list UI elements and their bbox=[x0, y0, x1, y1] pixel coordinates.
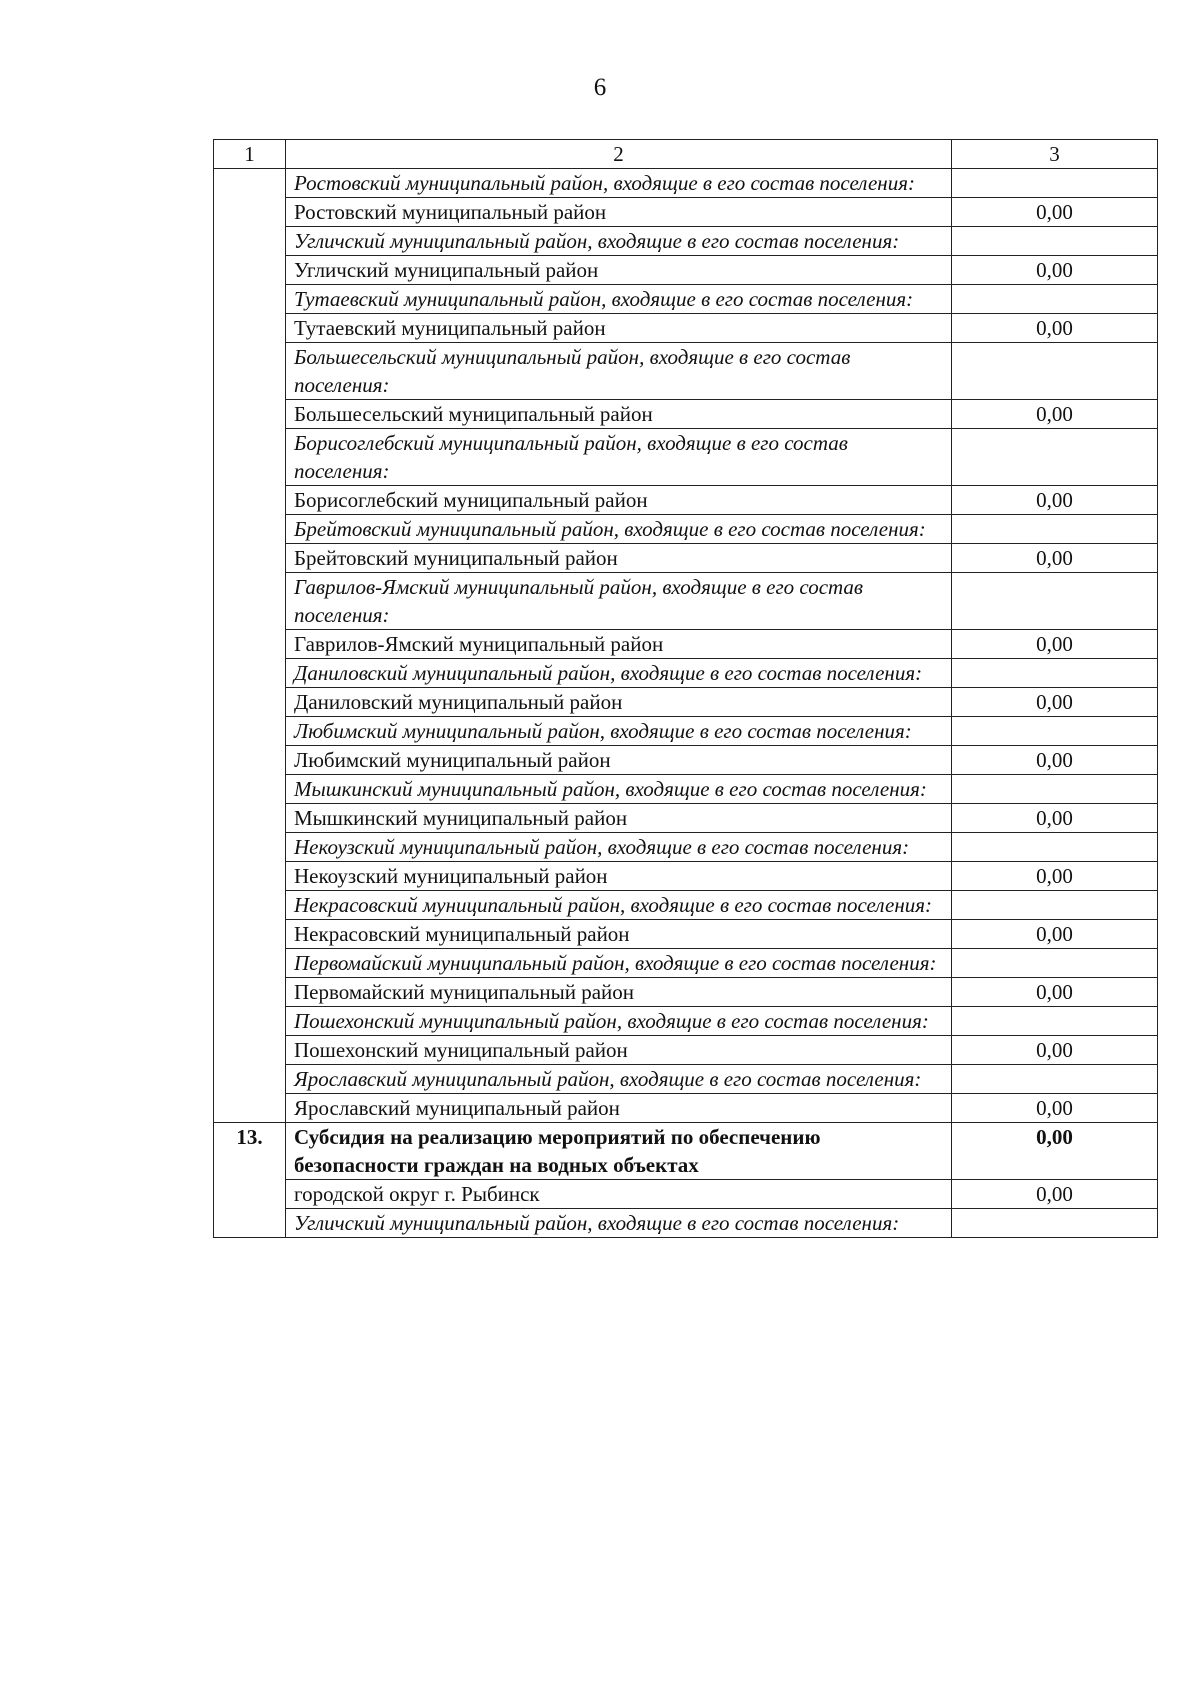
row-name: Угличский муниципальный район, входящие в его состав поселения: bbox=[286, 227, 952, 256]
row-name: Угличский муниципальный район, входящие в его состав поселения: bbox=[286, 1209, 952, 1238]
row-name: Пошехонский муниципальный район, входящие в его состав поселения: bbox=[286, 1007, 952, 1036]
row-name: Любимский муниципальный район, входящие в его состав поселения: bbox=[286, 717, 952, 746]
table-row bbox=[214, 949, 1158, 978]
row-value: 0,00 bbox=[952, 256, 1158, 285]
table-row bbox=[214, 659, 1158, 688]
row-value bbox=[952, 169, 1158, 198]
table-row bbox=[214, 688, 1158, 717]
row-value: 0,00 bbox=[952, 1094, 1158, 1123]
row-value: 0,00 bbox=[952, 688, 1158, 717]
row-number: 13. bbox=[214, 1123, 286, 1238]
row-value bbox=[952, 833, 1158, 862]
row-value bbox=[952, 717, 1158, 746]
row-name: Даниловский муниципальный район, входящие в его состав поселения: bbox=[286, 659, 952, 688]
row-name: Первомайский муниципальный район bbox=[286, 978, 952, 1007]
row-name: Брейтовский муниципальный район bbox=[286, 544, 952, 573]
row-name: Некоузский муниципальный район bbox=[286, 862, 952, 891]
row-value bbox=[952, 515, 1158, 544]
row-name: Ярославский муниципальный район bbox=[286, 1094, 952, 1123]
row-value bbox=[952, 1209, 1158, 1238]
row-value: 0,00 bbox=[952, 544, 1158, 573]
row-value: 0,00 bbox=[952, 314, 1158, 343]
row-value: 0,00 bbox=[952, 920, 1158, 949]
row-value: 0,00 bbox=[952, 862, 1158, 891]
row-number bbox=[214, 169, 286, 1123]
table-row bbox=[214, 891, 1158, 920]
table-row bbox=[214, 544, 1158, 573]
row-name: Тутаевский муниципальный район bbox=[286, 314, 952, 343]
header-col-3: 3 bbox=[952, 140, 1158, 169]
row-value bbox=[952, 285, 1158, 314]
row-value: 0,00 bbox=[952, 486, 1158, 515]
row-value bbox=[952, 343, 1158, 400]
row-value bbox=[952, 949, 1158, 978]
table-row bbox=[214, 1180, 1158, 1209]
table-row bbox=[214, 833, 1158, 862]
row-value: 0,00 bbox=[952, 978, 1158, 1007]
page-number: 6 bbox=[593, 74, 607, 101]
row-name: Даниловский муниципальный район bbox=[286, 688, 952, 717]
table-row bbox=[214, 862, 1158, 891]
row-name: Брейтовский муниципальный район, входящие в его состав поселения: bbox=[286, 515, 952, 544]
table-row bbox=[214, 227, 1158, 256]
header-col-1: 1 bbox=[214, 140, 286, 169]
table-row bbox=[214, 1123, 1158, 1180]
table-row bbox=[214, 920, 1158, 949]
row-value bbox=[952, 659, 1158, 688]
row-name: городской округ г. Рыбинск bbox=[286, 1180, 952, 1209]
row-name: Ярославский муниципальный район, входящие в его состав поселения: bbox=[286, 1065, 952, 1094]
row-name: Угличский муниципальный район bbox=[286, 256, 952, 285]
table-row bbox=[214, 630, 1158, 659]
row-value: 0,00 bbox=[952, 1123, 1158, 1180]
header-col-2: 2 bbox=[286, 140, 952, 169]
table-row bbox=[214, 1036, 1158, 1065]
row-name: Гаврилов-Ямский муниципальный район bbox=[286, 630, 952, 659]
row-value: 0,00 bbox=[952, 400, 1158, 429]
table-body bbox=[214, 140, 1158, 1238]
table-row bbox=[214, 804, 1158, 833]
row-value bbox=[952, 891, 1158, 920]
row-name: Большесельский муниципальный район, входящие в его состав поселения: bbox=[286, 343, 952, 400]
row-name: Борисоглебский муниципальный район, входящие в его состав поселения: bbox=[286, 429, 952, 486]
table-row bbox=[214, 978, 1158, 1007]
table-row bbox=[214, 573, 1158, 630]
row-value bbox=[952, 227, 1158, 256]
row-value: 0,00 bbox=[952, 630, 1158, 659]
table-row bbox=[214, 429, 1158, 486]
row-value: 0,00 bbox=[952, 198, 1158, 227]
row-name: Ростовский муниципальный район bbox=[286, 198, 952, 227]
row-value: 0,00 bbox=[952, 1036, 1158, 1065]
row-name: Гаврилов-Ямский муниципальный район, входящие в его состав поселения: bbox=[286, 573, 952, 630]
table-row bbox=[214, 1209, 1158, 1238]
row-name: Субсидия на реализацию мероприятий по обеспечению безопасности граждан на водных объектах bbox=[286, 1123, 952, 1180]
table-row bbox=[214, 1094, 1158, 1123]
row-name: Пошехонский муниципальный район bbox=[286, 1036, 952, 1065]
row-name: Мышкинский муниципальный район bbox=[286, 804, 952, 833]
row-value bbox=[952, 1065, 1158, 1094]
table-row bbox=[214, 746, 1158, 775]
row-name: Некрасовский муниципальный район, входящие в его состав поселения: bbox=[286, 891, 952, 920]
table-row bbox=[214, 169, 1158, 198]
row-name: Борисоглебский муниципальный район bbox=[286, 486, 952, 515]
row-name: Первомайский муниципальный район, входящие в его состав поселения: bbox=[286, 949, 952, 978]
subsidy-table bbox=[213, 139, 1158, 1238]
row-name: Большесельский муниципальный район bbox=[286, 400, 952, 429]
row-name: Тутаевский муниципальный район, входящие в его состав поселения: bbox=[286, 285, 952, 314]
table-row bbox=[214, 1007, 1158, 1036]
table-row bbox=[214, 515, 1158, 544]
table-row bbox=[214, 314, 1158, 343]
row-name: Некоузский муниципальный район, входящие в его состав поселения: bbox=[286, 833, 952, 862]
table-row bbox=[214, 343, 1158, 400]
row-value: 0,00 bbox=[952, 804, 1158, 833]
table-row bbox=[214, 1065, 1158, 1094]
row-name: Мышкинский муниципальный район, входящие в его состав поселения: bbox=[286, 775, 952, 804]
table-row bbox=[214, 256, 1158, 285]
row-value: 0,00 bbox=[952, 746, 1158, 775]
row-name: Некрасовский муниципальный район bbox=[286, 920, 952, 949]
table-row bbox=[214, 198, 1158, 227]
row-value bbox=[952, 573, 1158, 630]
row-name: Любимский муниципальный район bbox=[286, 746, 952, 775]
row-name: Ростовский муниципальный район, входящие в его состав поселения: bbox=[286, 169, 952, 198]
row-value bbox=[952, 1007, 1158, 1036]
row-value bbox=[952, 429, 1158, 486]
table-row bbox=[214, 285, 1158, 314]
table-row bbox=[214, 400, 1158, 429]
table-row bbox=[214, 775, 1158, 804]
header-row bbox=[214, 140, 1158, 169]
row-value bbox=[952, 775, 1158, 804]
table-row bbox=[214, 717, 1158, 746]
table-row bbox=[214, 486, 1158, 515]
row-value: 0,00 bbox=[952, 1180, 1158, 1209]
